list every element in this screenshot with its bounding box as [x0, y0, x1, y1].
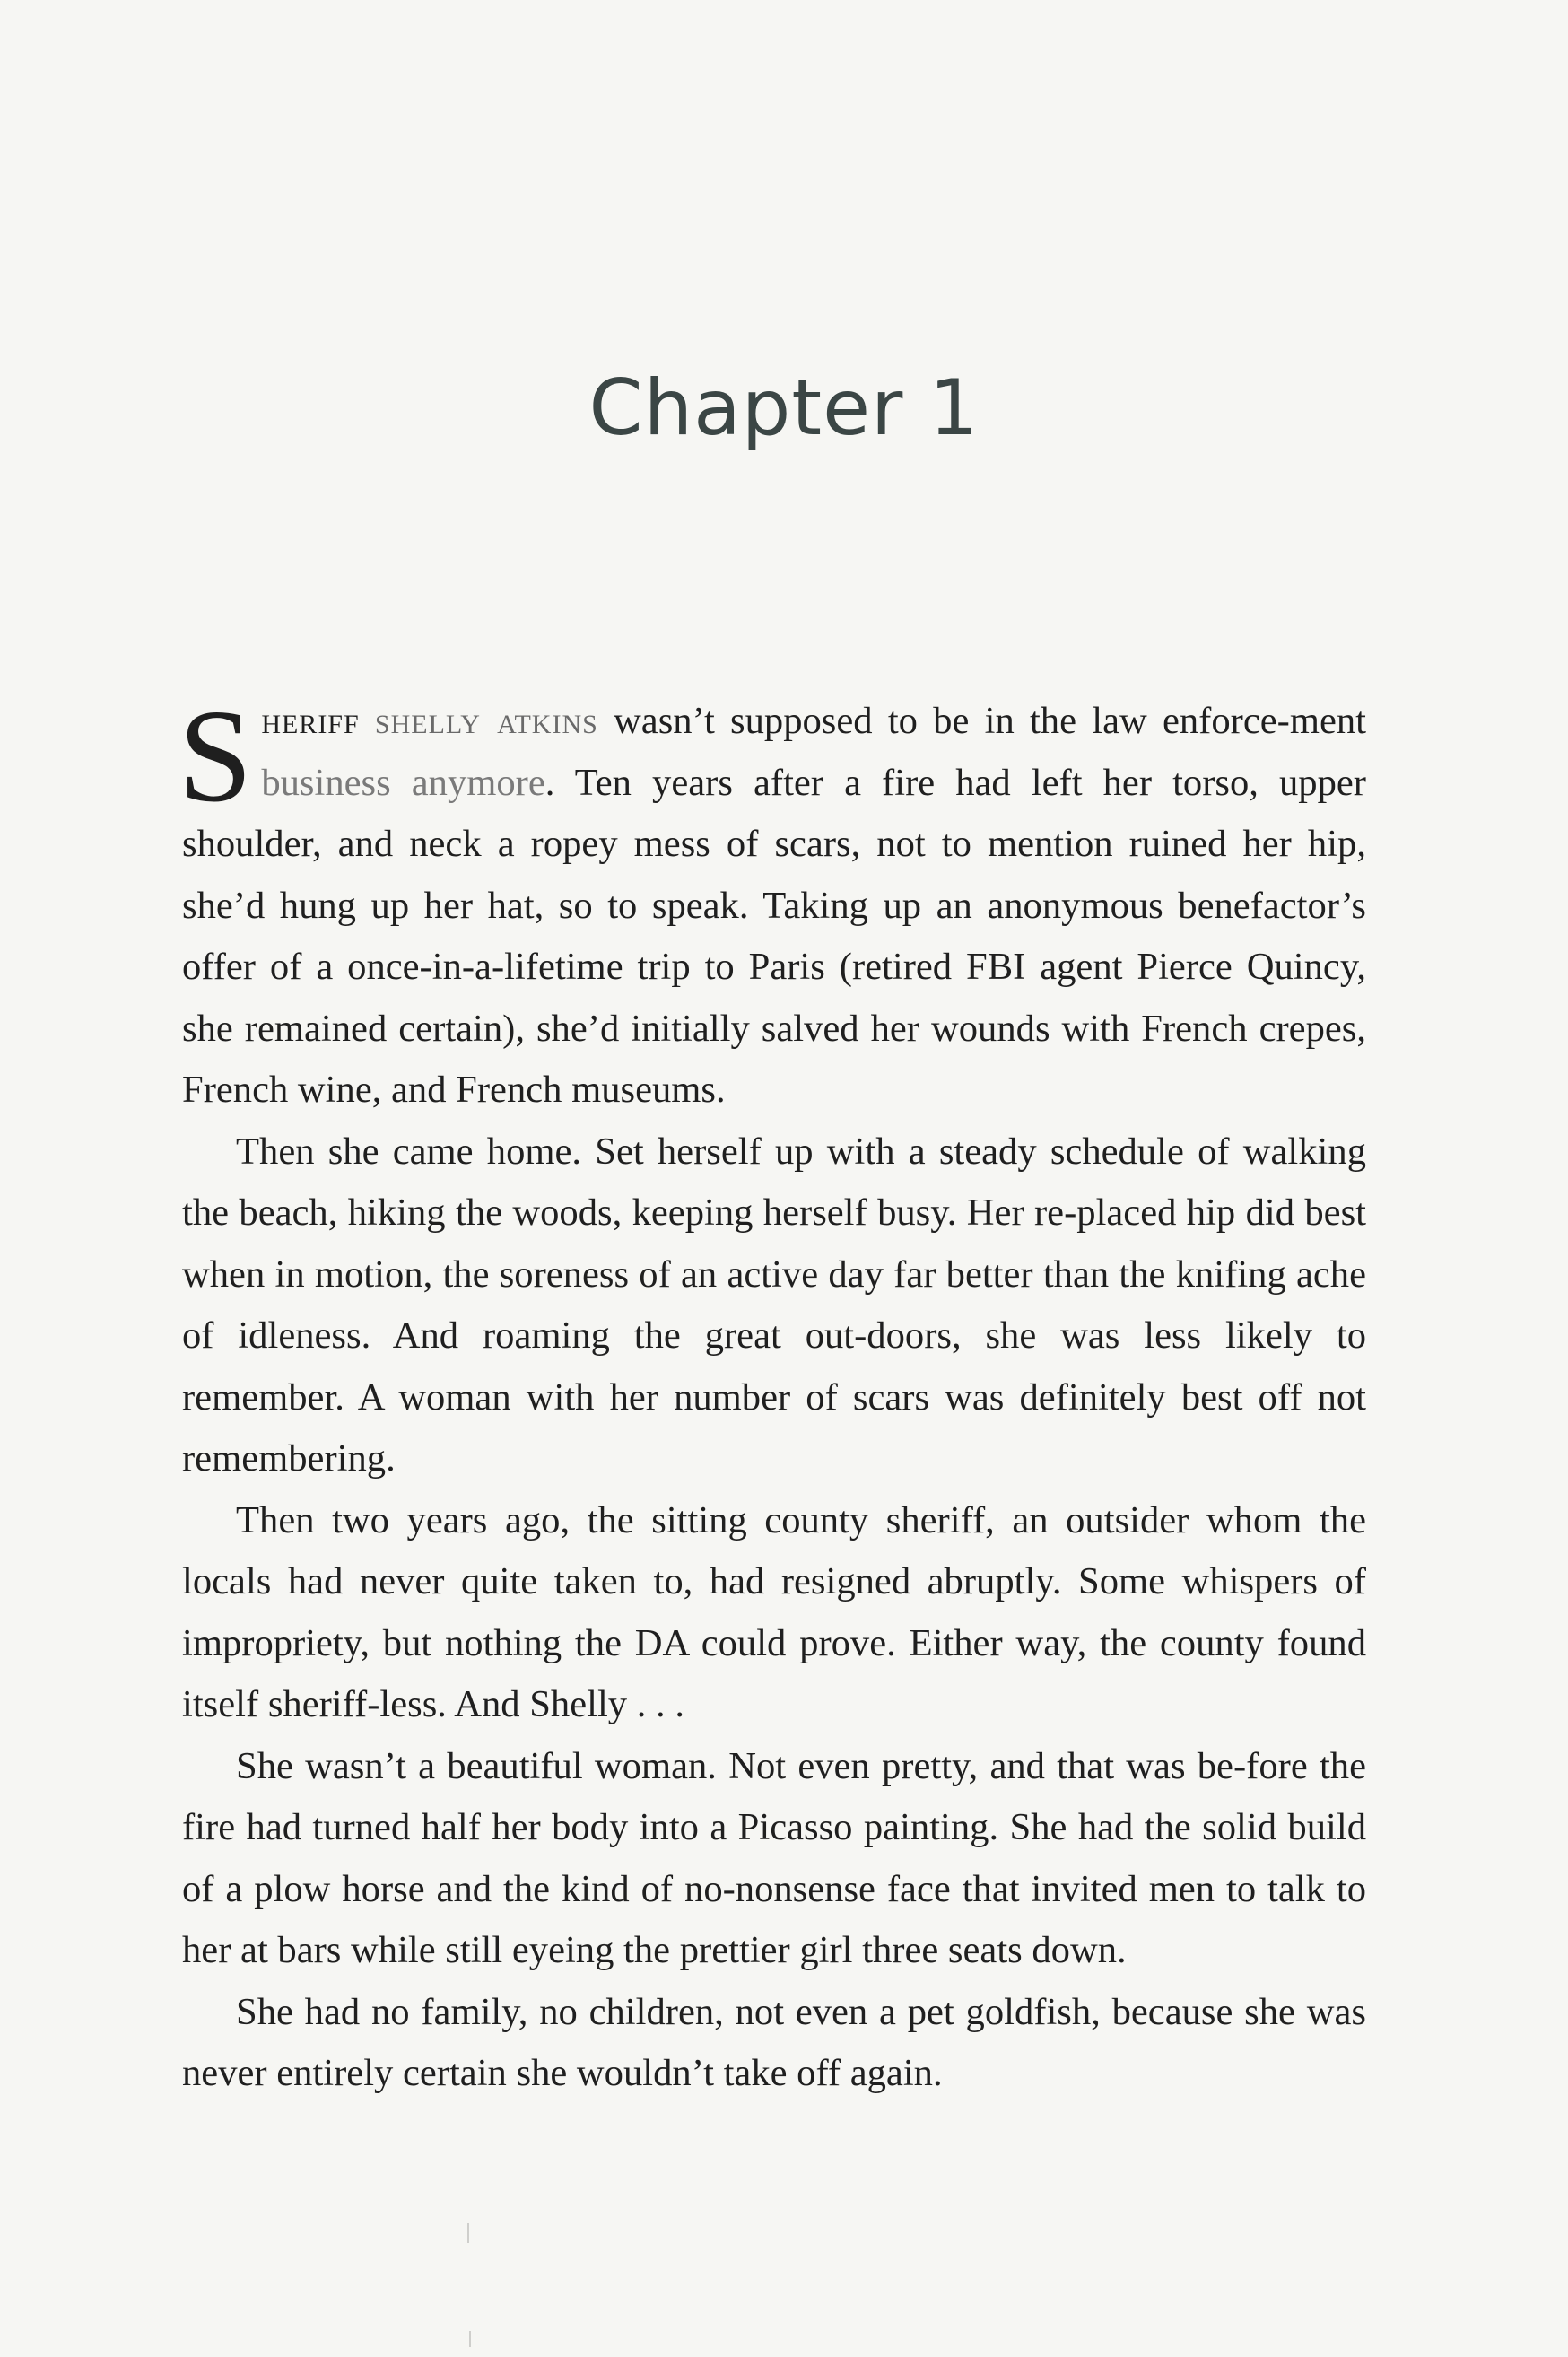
paragraph-3: Then two years ago, the sitting county sheriff, an outsider whom the locals had never quite taken to, had resigned abruptly. Some whispers of impropriety, but nothing the DA could prove. Either way, the county found itself sheriff-less. And Shelly . . . — [182, 1498, 1366, 1725]
paragraph-1-text-b: . Ten years after a fire had left her torso, upper shoulder, and neck a ropey mess of scars, not to mention ruined her hip, she’d hung up her hat, so to speak. Taking up an anonymous benefactor’s offer of a once-in-a-lifetime trip to Paris (retired FBI agent Pierce Quincy, she remained certain), she’d initially salved her wounds with French crepes, French wine, and French museums. — [182, 761, 1366, 1111]
paragraph-1 — [179, 683, 1366, 1122]
lead-in-name: shelly atkins — [374, 700, 598, 742]
chapter-title: Chapter 1 — [588, 363, 980, 453]
paragraph-1-text-a: wasn’t supposed to be in the law enforce-ment — [597, 700, 1366, 742]
paragraph-2: Then she came home. Set herself up with a steady schedule of walking the beach, hiking the woods, keeping herself busy. Her re-placed hip did best when in motion, the soreness of an active day far better than the knifing ache of idleness. And roaming the great out-doors, she was less likely to remember. A woman with her number of scars was definitely best off not remembering. — [182, 1130, 1366, 1480]
chapter-body — [179, 683, 1366, 2105]
scan-artifact-mark — [469, 2331, 471, 2347]
paragraph-4: She wasn’t a beautiful woman. Not even pretty, and that was be-fore the fire had turned half her body into a Picasso painting. She had the solid build of a plow horse and the kind of no-nonsense face that invited men to talk to her at bars while still eyeing the prettier girl three seats down. — [182, 1744, 1366, 1971]
scan-artifact-mark — [467, 2223, 469, 2243]
paragraph-1-faded-text: business anymore — [261, 761, 545, 804]
paragraph-5: She had no family, no children, not even a pet goldfish, because she was never entirely certain she wouldn’t take off again. — [182, 1990, 1366, 2094]
lead-in-smallcaps: heriff — [261, 700, 360, 742]
drop-cap: S — [179, 683, 253, 830]
